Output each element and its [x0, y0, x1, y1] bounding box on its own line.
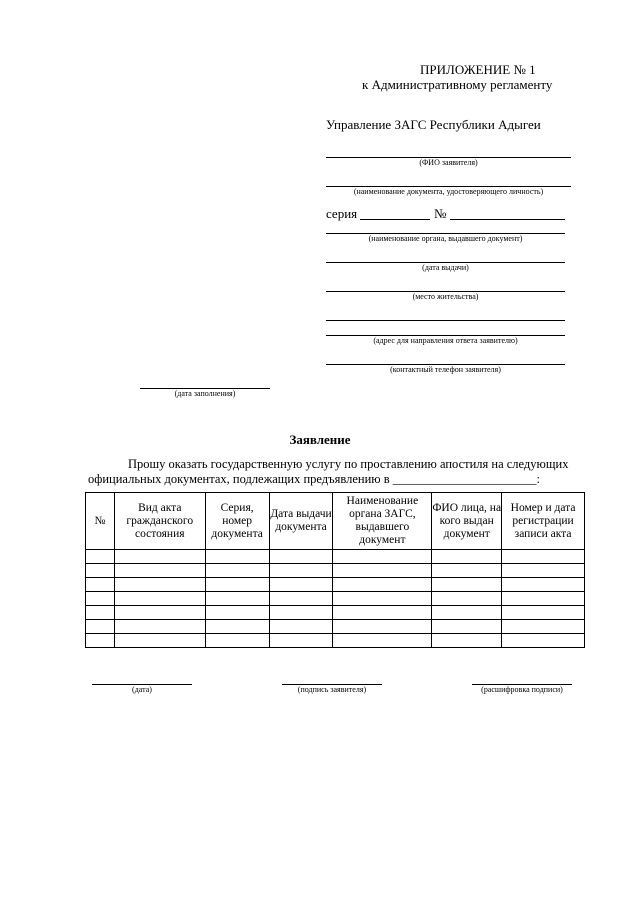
table-cell[interactable]: [502, 606, 585, 620]
table-row: [86, 606, 585, 620]
table-cell[interactable]: [114, 592, 205, 606]
statement-blank-field[interactable]: _______________________:: [392, 472, 541, 486]
table-cell[interactable]: [502, 578, 585, 592]
table-cell[interactable]: [114, 620, 205, 634]
table-cell[interactable]: [86, 592, 115, 606]
table-row: [86, 550, 585, 564]
statement-body-line-2: [88, 472, 540, 487]
col-act-type-header: Вид акта гражданского состояния: [114, 493, 205, 550]
table-cell[interactable]: [269, 606, 333, 620]
series-label: серия: [326, 206, 358, 221]
table-cell[interactable]: [114, 550, 205, 564]
table-cell[interactable]: [333, 620, 432, 634]
statement-body-line-1: Прошу оказать государственную услугу по проставлению апостиля на следующих: [128, 457, 569, 471]
number-label: №: [434, 206, 447, 221]
table-row: [86, 578, 585, 592]
issuer-caption: (наименование органа, выдавшего документ): [368, 234, 523, 243]
table-cell[interactable]: [269, 550, 333, 564]
table-header-row: [86, 493, 585, 550]
applicant-signature-caption: (подпись заявителя): [297, 685, 367, 694]
number-field[interactable]: [450, 219, 565, 220]
recipient-name: Управление ЗАГС Республики Адыгеи: [326, 117, 541, 132]
id-document-caption: (наименование документа, удостоверяющего личность): [353, 187, 544, 196]
table-cell[interactable]: [432, 606, 502, 620]
table-cell[interactable]: [333, 564, 432, 578]
table-cell[interactable]: [205, 606, 269, 620]
residence-caption: (место жительства): [412, 292, 479, 301]
col-person-fio-header: ФИО лица, на кого выдан документ: [432, 493, 502, 550]
table-cell[interactable]: [114, 634, 205, 648]
table-cell[interactable]: [432, 620, 502, 634]
documents-table: [85, 492, 585, 648]
table-cell[interactable]: [205, 550, 269, 564]
statement-body-text: официальных документах, подлежащих предъявлению в: [88, 472, 390, 486]
table-cell[interactable]: [333, 550, 432, 564]
table-row: [86, 592, 585, 606]
signature-decoding-caption: (расшифровка подписи): [481, 685, 563, 694]
col-series-header: Серия, номер документа: [205, 493, 269, 550]
table-cell[interactable]: [502, 634, 585, 648]
table-cell[interactable]: [502, 620, 585, 634]
statement-title: Заявление: [289, 432, 351, 447]
table-cell[interactable]: [502, 564, 585, 578]
table-cell[interactable]: [432, 578, 502, 592]
address-line-1[interactable]: [326, 320, 565, 321]
issue-date-caption: (дата выдачи): [422, 263, 469, 272]
address-caption: (адрес для направления ответа заявителю): [373, 336, 518, 345]
series-field[interactable]: [360, 219, 430, 220]
table-cell[interactable]: [86, 578, 115, 592]
fio-caption: (ФИО заявителя): [419, 158, 478, 167]
appendix-title: ПРИЛОЖЕНИЕ № 1: [420, 62, 536, 77]
table-cell[interactable]: [86, 620, 115, 634]
table-cell[interactable]: [269, 620, 333, 634]
table-cell[interactable]: [432, 550, 502, 564]
table-cell[interactable]: [269, 634, 333, 648]
table-cell[interactable]: [86, 564, 115, 578]
table-cell[interactable]: [114, 578, 205, 592]
table-cell[interactable]: [432, 564, 502, 578]
table-cell[interactable]: [86, 634, 115, 648]
table-cell[interactable]: [432, 634, 502, 648]
table-cell[interactable]: [502, 592, 585, 606]
table-cell[interactable]: [114, 564, 205, 578]
submission-date-caption: (дата заполнения): [174, 389, 236, 398]
table-body: [86, 550, 585, 648]
date-signature-caption: (дата): [132, 685, 152, 694]
table-cell[interactable]: [114, 606, 205, 620]
table-row: [86, 620, 585, 634]
table-cell[interactable]: [502, 550, 585, 564]
table-cell[interactable]: [333, 592, 432, 606]
table-cell[interactable]: [269, 592, 333, 606]
col-number-header: №: [86, 493, 115, 550]
phone-caption: (контактный телефон заявителя): [390, 365, 501, 374]
table-cell[interactable]: [205, 620, 269, 634]
col-registry-office-header: Наименование органа ЗАГС, выдавшего документ: [333, 493, 432, 550]
table-cell[interactable]: [205, 592, 269, 606]
col-record-number-header: Номер и дата регистрации записи акта: [502, 493, 585, 550]
table-cell[interactable]: [333, 578, 432, 592]
appendix-subtitle: к Административному регламенту: [362, 77, 553, 92]
col-issue-date-header: Дата выдачи документа: [269, 493, 333, 550]
table-cell[interactable]: [86, 606, 115, 620]
table-cell[interactable]: [333, 634, 432, 648]
table-cell[interactable]: [205, 564, 269, 578]
table-cell[interactable]: [333, 606, 432, 620]
table-cell[interactable]: [269, 578, 333, 592]
table-cell[interactable]: [86, 550, 115, 564]
table-row: [86, 634, 585, 648]
table-cell[interactable]: [205, 634, 269, 648]
table-cell[interactable]: [205, 578, 269, 592]
table-row: [86, 564, 585, 578]
table-cell[interactable]: [432, 592, 502, 606]
table-cell[interactable]: [269, 564, 333, 578]
